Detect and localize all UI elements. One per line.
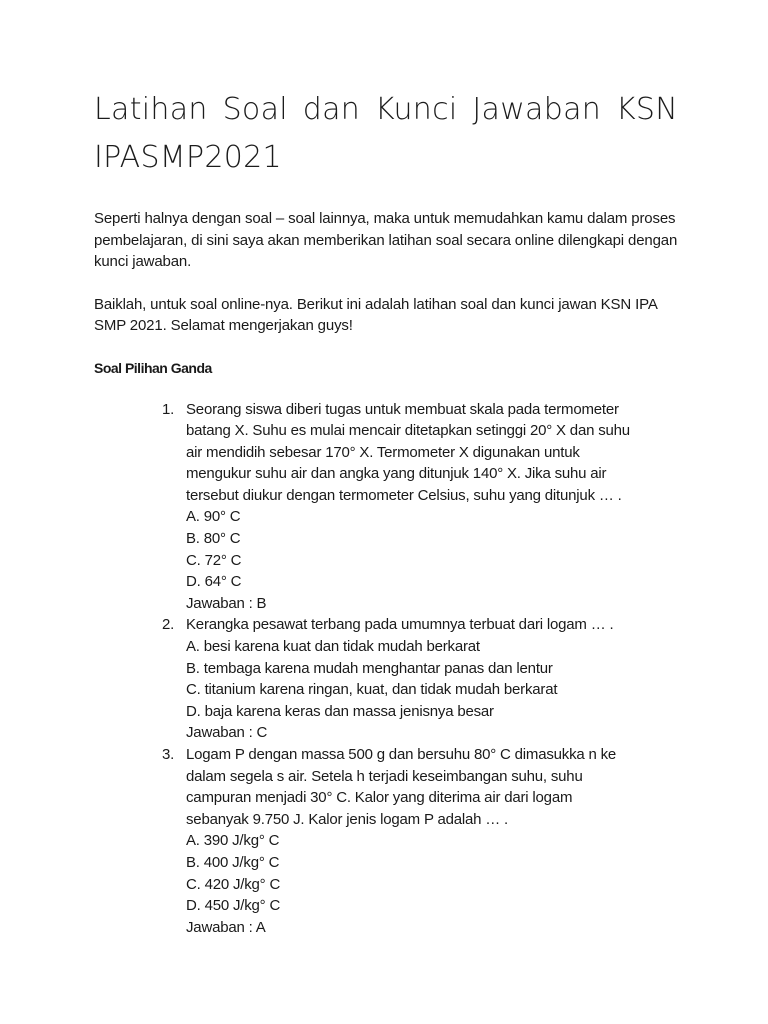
question-item	[94, 399, 678, 615]
answer-option: D. 450 J/kg° C	[186, 897, 281, 915]
answer-option: D. baja karena keras dan massa jenisnya besar	[186, 702, 494, 720]
question-text-line: mengukur suhu air dan angka yang ditunjuk 140° X. Jika suhu air	[186, 465, 607, 483]
answer-option: A. 90° C	[186, 508, 241, 526]
answer-key: Jawaban : B	[186, 594, 267, 612]
answer-option: B. 80° C	[186, 530, 241, 548]
question-text-line: Logam P dengan massa 500 g dan bersuhu 80° C dimasukka n ke	[186, 746, 617, 763]
question-text-line: air mendidih sebesar 170° X. Termometer X digunakan untuk	[186, 443, 580, 461]
answer-key: Jawaban : C	[186, 724, 268, 742]
answer-option: A. besi karena kuat dan tidak mudah berkarat	[186, 638, 480, 656]
question-list	[94, 399, 678, 939]
question-number: 1.	[162, 400, 175, 418]
document-page	[94, 86, 678, 938]
section-heading: Soal Pilihan Ganda	[94, 359, 212, 376]
question-number: 2.	[162, 616, 175, 634]
question-item	[94, 614, 678, 744]
intro-paragraph-1: Seperti halnya dengan soal – soal lainnya, maka untuk memudahkan kamu dalam proses pembelajaran, di sini saya akan memberikan latihan soal secara online dilengkapi dengan kunci jawaban.	[94, 210, 678, 270]
question-item	[94, 744, 678, 938]
answer-option: C. titanium karena ringan, kuat, dan tidak mudah berkarat	[186, 681, 558, 699]
question-text-line: sebanyak 9.750 J. Kalor jenis logam P adalah … .	[186, 810, 508, 828]
question-number: 3.	[162, 746, 175, 763]
answer-option: B. 400 J/kg° C	[186, 853, 280, 871]
answer-option: A. 390 J/kg° C	[186, 832, 280, 850]
question-text-line: batang X. Suhu es mulai mencair ditetapkan setinggi 20° X dan suhu	[186, 422, 630, 440]
question-text-line: tersebut diukur dengan termometer Celsius, suhu yang ditunjuk … .	[186, 486, 622, 504]
question-text-line: dalam segela s air. Setela h terjadi keseimbangan suhu, suhu	[186, 767, 583, 785]
answer-key: Jawaban : A	[186, 918, 266, 936]
answer-option: B. tembaga karena mudah menghantar panas dan lentur	[186, 659, 553, 677]
question-text-line: campuran menjadi 30° C. Kalor yang diterima air dari logam	[186, 789, 573, 807]
answer-option: D. 64° C	[186, 573, 242, 591]
document-title: Latihan Soal dan Kunci Jawaban KSN IPASMP2021	[94, 92, 678, 175]
question-text-line: Seorang siswa diberi tugas untuk membuat skala pada termometer	[186, 400, 619, 418]
answer-option: C. 72° C	[186, 551, 242, 569]
question-text-line: Kerangka pesawat terbang pada umumnya terbuat dari logam … .	[186, 616, 614, 634]
intro-paragraph-2: Baiklah, untuk soal online-nya. Berikut ini adalah latihan soal dan kunci jawan KSN IPA SMP 2021. Selamat mengerjakan guys!	[94, 295, 657, 334]
answer-option: C. 420 J/kg° C	[186, 875, 281, 893]
